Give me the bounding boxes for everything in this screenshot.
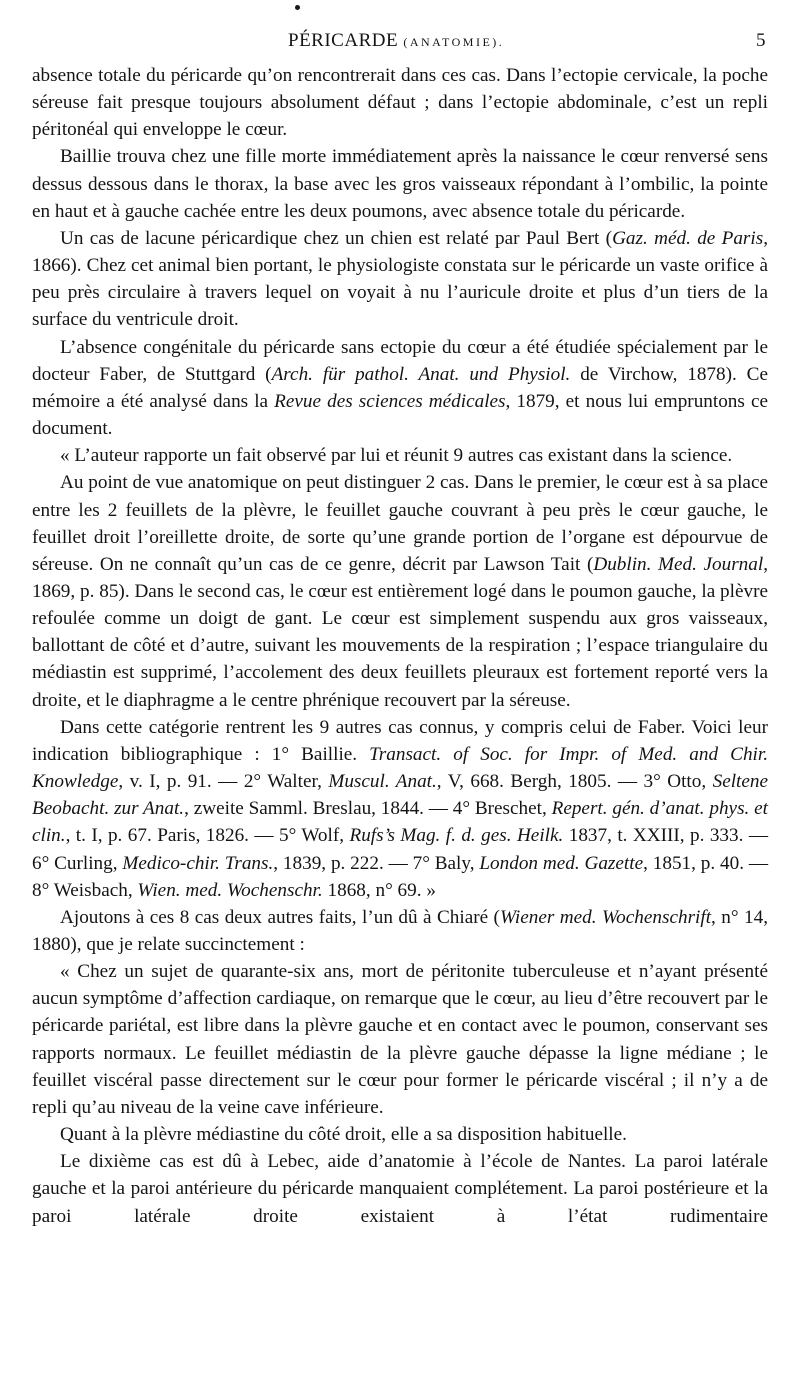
citation-italic: Rufs’s Mag. f. d. ges. Heilk. [349, 825, 564, 847]
text-run: 1868, n° 69. » [322, 879, 436, 901]
paragraph [32, 958, 768, 1121]
paragraph [32, 714, 768, 904]
running-title-subtitle: (ANATOMIE). [403, 35, 505, 49]
text-run: , 1851, p. 40. — 8° Weisbach, [32, 852, 769, 901]
text-run: Ajoutons à ces 8 cas deux autres faits, l’un dû à Chiaré ( [60, 906, 500, 928]
running-title [288, 30, 504, 52]
paragraph [32, 469, 768, 713]
citation-italic: Wien. med. Wochenschr. [137, 879, 323, 901]
paragraph [32, 334, 768, 443]
page-number: 5 [756, 30, 766, 51]
paragraph [32, 143, 768, 224]
citation-italic: London med. Gazette [479, 852, 644, 874]
text-run: , V, 668. Bergh, 1805. — 3° Otto, [436, 771, 713, 793]
citation-italic: Muscul. Anat. [328, 771, 437, 793]
text-run: , v. I, p. 91. — 2° Walter, [118, 771, 329, 793]
book-page [32, 0, 768, 1393]
text-run: Au point de vue anatomique on peut distinguer 2 cas. Dans le premier, le cœur est à sa place entre les 2 feuillets de la plèvre, le feuillet gauche couvrant à peu près le cœur gauche, le feuillet droit l’oreillette droite, de sorte qu’une grande portion de l’organe est dépourvue de séreuse. On ne connaît qu’un cas de ce genre, décrit par Lawson Tait ( [32, 472, 768, 575]
text-run: 1837, t. XXIII, p. 333. — 6° Curling, [32, 825, 769, 874]
running-title-main: PÉRICARDE [288, 30, 399, 51]
citation-italic: Dublin. Med. Journal [593, 553, 764, 575]
text-run: Dans cette catégorie rentrent les 9 autres cas connus, y compris celui de Faber. Voici leur indication bibliographique : 1° Baillie. [32, 716, 768, 765]
text-run: Le dixième cas est dû à Lebec, aide d’anatomie à l’école de Nantes. La paroi latérale gauche et la paroi antérieure du péricarde manquaient complétement. La paroi postérieure et la paroi latérale droite existaient à l’état rudimentaire [32, 1151, 768, 1227]
citation-italic: Medico-chir. Trans. [122, 852, 274, 874]
paragraph [32, 225, 768, 334]
text-run: , 1866). Chez cet animal bien portant, le physiologiste constata sur le péricarde un vaste orifice à peu près circulaire à travers lequel on voyait à nu l’auricule droite et plus d’un tiers de la surface du ventricule droit. [32, 227, 768, 331]
text-run: « L’auteur rapporte un fait observé par lui et réunit 9 autres cas existant dans la science. [60, 445, 733, 467]
text-run: de Virchow, 1878). Ce mémoire a été analysé dans la [32, 363, 768, 412]
text-run: absence totale du péricarde qu’on rencontrerait dans ces cas. Dans l’ectopie cervicale, la poche séreuse fait presque toujours absolument défaut ; dans l’ectopie abdominale, c’est un repli péritonéal qui enveloppe le cœur. [32, 65, 768, 141]
text-run: , zweite Samml. Breslau, 1844. — 4° Breschet, [184, 798, 552, 820]
running-header [32, 30, 768, 56]
text-run: « Chez un sujet de quarante-six ans, mort de péritonite tuberculeuse et n’ayant présenté aucun symptôme d’affection cardiaque, on remarque que le cœur, au lieu d’être recouvert par le péricarde pariétal, est libre dans la plèvre gauche et en contact avec le poumon, conservant ses rapports normaux. Le feuillet médiastin de la plèvre gauche dépasse la ligne médiane ; le feuillet viscéral passe directement sur le cœur pour former le péricarde viscéral ; il n’y a de repli qu’au niveau de la veine cave inférieure. [32, 961, 768, 1118]
text-run: , t. I, p. 67. Paris, 1826. — 5° Wolf, [65, 825, 350, 847]
citation-italic: Seltene Beobacht. zur Anat. [32, 771, 768, 820]
citation-italic: Repert. gén. d’anat. phys. et clin. [32, 798, 768, 847]
text-run: Quant à la plèvre médiastine du côté droit, elle a sa disposition habituelle. [60, 1124, 627, 1146]
text-run: Baillie trouva chez une fille morte immédiatement après la naissance le cœur renversé sens dessus dessous dans le thorax, la base avec les gros vaisseaux répondant à l’ombilic, la pointe en haut et à gauche cachée entre les deux poumons, avec absence totale du péricarde. [32, 146, 768, 222]
paragraph [32, 442, 768, 469]
text-run: Un cas de lacune péricardique chez un chien est relaté par Paul Bert ( [60, 227, 613, 249]
citation-italic: Arch. für pathol. Anat. und Physiol. [271, 363, 571, 385]
paragraph [32, 1121, 768, 1148]
citation-italic: Wiener med. Wochenschrift [499, 906, 712, 928]
ink-dot [295, 5, 300, 10]
body-text [32, 62, 768, 1230]
paragraph [32, 1148, 768, 1229]
text-run: , 1839, p. 222. — 7° Baly, [273, 852, 480, 874]
text-run: , 1879, et nous lui empruntons ce document. [32, 390, 768, 440]
text-run: L’absence congénitale du péricarde sans ectopie du cœur a été étudiée spécialement par le docteur Faber, de Stuttgard ( [32, 336, 768, 385]
paragraph [32, 904, 768, 958]
paragraph [32, 62, 768, 143]
citation-italic: Transact. of Soc. for Impr. of Med. and Chir. Knowledge [32, 743, 769, 793]
citation-italic: Revue des sciences médicales [274, 390, 506, 412]
citation-italic: Gaz. méd. de Paris [612, 227, 764, 249]
text-run: , n° 14, 1880), que je relate succinctement : [32, 906, 768, 955]
text-run: , 1869, p. 85). Dans le second cas, le cœur est entièrement logé dans le poumon gauche, la plèvre refoulée comme un doigt de gant. Le cœur est simplement suspendu aux gros vaisseaux, ballottant de côté et d’autre, suivant les mouvements de la respiration ; l’espace triangulaire du médiastin est supprimé, l’accolement des deux feuillets pleuraux est fortement reporté vers la droite, et le diaphragme a le centre phrénique recouvert par la séreuse. [32, 553, 769, 711]
